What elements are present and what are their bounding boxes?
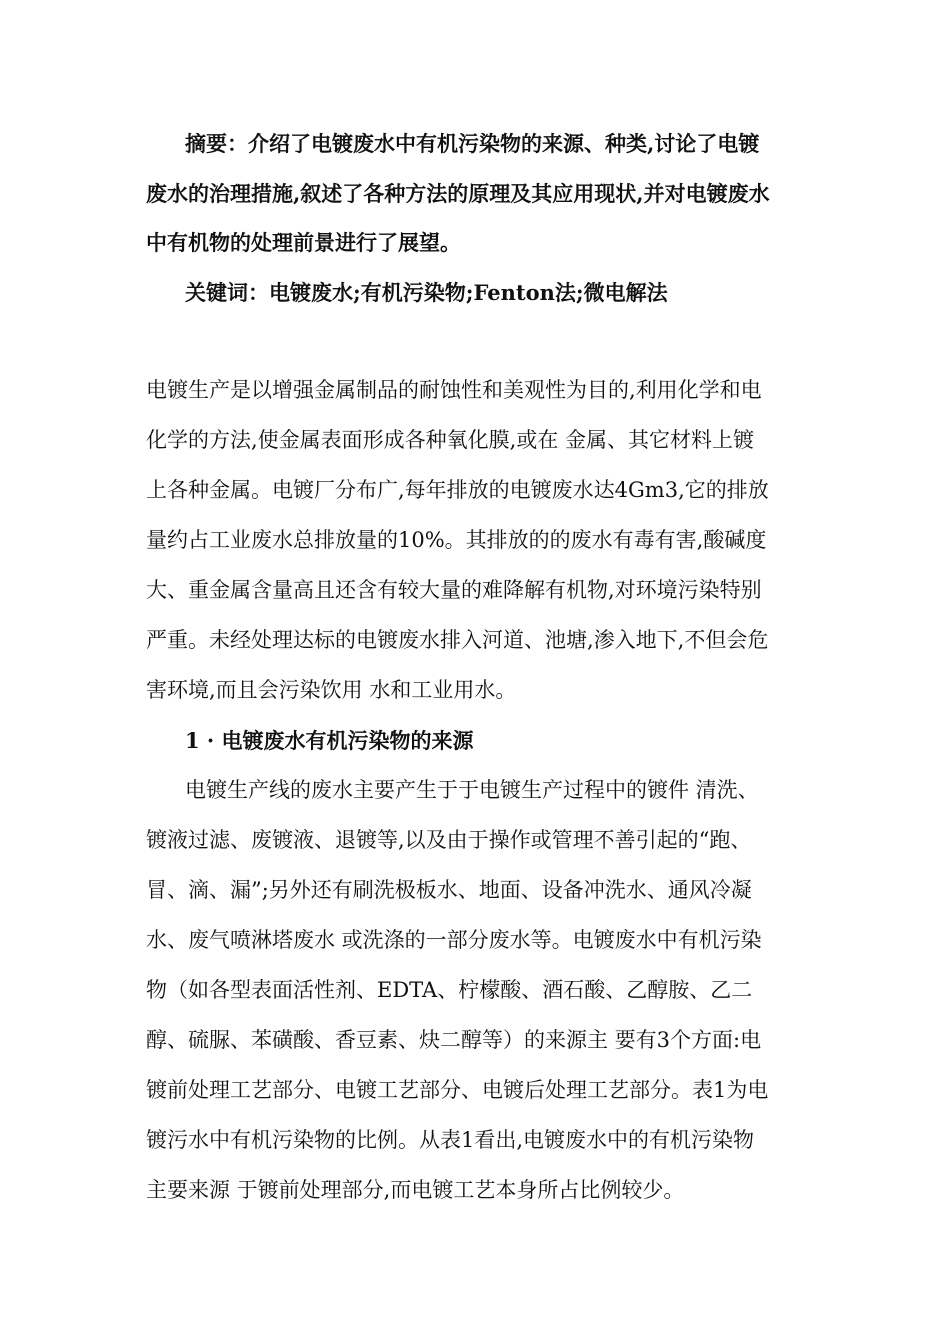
section-line: 主要来源 于镀前处理部分,而电镀工艺本身所占比例较少。 bbox=[146, 1178, 685, 1202]
section-line: 物（如各型表面活性剂、EDTA、柠檬酸、酒石酸、乙醇胺、乙二 bbox=[146, 978, 753, 1002]
intro-line: 电镀生产是以增强金属制品的耐蚀性和美观性为目的,利用化学和电 bbox=[146, 378, 762, 402]
keywords-line: 关键词：电镀废水;有机污染物;Fenton法;微电解法 bbox=[185, 280, 668, 305]
section-line: 冒、滴、漏”;另外还有刷洗极板水、地面、设备冲洗水、通风冷凝 bbox=[146, 878, 752, 902]
section-line: 镀液过滤、废镀液、退镀等,以及由于操作或管理不善引起的“跑、 bbox=[146, 828, 752, 852]
abstract-line: 摘要：介绍了电镀废水中有机污染物的来源、种类,讨论了电镀 bbox=[185, 131, 760, 156]
intro-line: 害环境,而且会污染饮用 水和工业用水。 bbox=[146, 678, 517, 702]
section-line: 镀污水中有机污染物的比例。从表1看出,电镀废水中的有机污染物 bbox=[146, 1128, 755, 1152]
intro-line: 上各种金属。电镀厂分布广,每年排放的电镀废水达4Gm3,它的排放 bbox=[146, 478, 769, 502]
intro-line: 严重。未经处理达标的电镀废水排入河道、池塘,渗入地下,不但会危 bbox=[146, 628, 769, 652]
section-line: 镀前处理工艺部分、电镀工艺部分、电镀后处理工艺部分。表1为电 bbox=[146, 1078, 769, 1102]
intro-line: 量约占工业废水总排放量的10%。其排放的的废水有毒有害,酸碱度 bbox=[146, 528, 767, 552]
intro-line: 化学的方法,使金属表面形成各种氧化膜,或在 金属、其它材料上镀 bbox=[146, 428, 755, 452]
section-line: 醇、硫脲、苯磺酸、香豆素、炔二醇等）的来源主 要有3个方面:电 bbox=[146, 1028, 762, 1052]
section-line: 水、废气喷淋塔废水 或洗涤的一部分废水等。电镀废水中有机污染 bbox=[146, 928, 762, 952]
section-heading: 1 · 电镀废水有机污染物的来源 bbox=[185, 728, 474, 753]
intro-line: 大、重金属含量高且还含有较大量的难降解有机物,对环境污染特别 bbox=[146, 578, 762, 602]
abstract-line: 中有机物的处理前景进行了展望。 bbox=[146, 230, 461, 255]
section-line: 电镀生产线的废水主要产生于于电镀生产过程中的镀件 清洗、 bbox=[185, 778, 759, 802]
abstract-line: 废水的治理措施,叙述了各种方法的原理及其应用现状,并对电镀废水 bbox=[146, 181, 770, 206]
